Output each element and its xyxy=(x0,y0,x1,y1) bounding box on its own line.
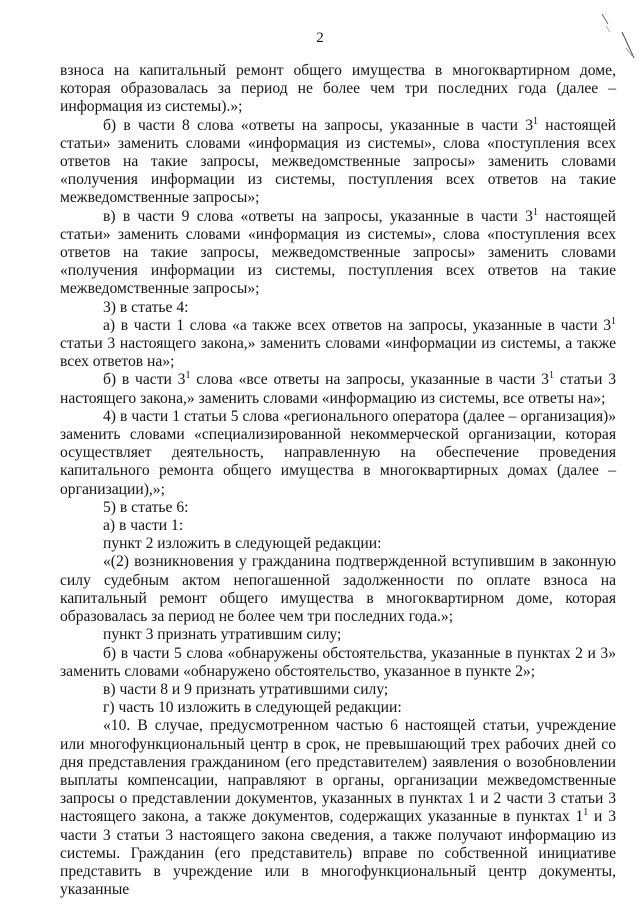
superscript: 1 xyxy=(611,315,616,327)
paragraph xyxy=(60,499,616,517)
paragraph-text: настоящей статьи» заменить словами «информация из системы», слова «поступления всех ответов на такие запросы, межведомственные запросы» заменить словами «получения информации из системы, поступления всех ответов на такие межведомственные запросы»; xyxy=(60,116,616,207)
paragraph-text: б) в части 8 слова «ответы на запросы, указанные в части 3 xyxy=(103,116,534,134)
paragraph xyxy=(60,626,616,644)
paragraph xyxy=(60,699,616,717)
paragraph xyxy=(60,517,616,535)
superscript: 1 xyxy=(548,370,554,382)
paragraph xyxy=(60,62,616,117)
paragraph-text: статьи 3 настоящего закона,» заменить словами «информации из системы, а также всех ответов на»; xyxy=(60,335,616,371)
paragraph xyxy=(60,553,616,626)
paragraph xyxy=(60,535,616,553)
page-number: 2 xyxy=(316,30,324,46)
paragraph xyxy=(60,299,616,317)
superscript: 1 xyxy=(532,206,538,218)
paragraph-text: слова «все ответы на запросы, указанные в части 3 xyxy=(190,371,549,389)
paragraph xyxy=(60,681,616,699)
paragraph xyxy=(60,208,616,299)
paragraph-text: настоящей статьи» заменить словами «информация из системы», слова «поступления всех ответов на такие запросы, межведомственные запросы» заменить словами «получения информации из системы, поступления всех ответов на такие межведомственные запросы»; xyxy=(60,207,616,298)
paragraph-text: пункт 2 изложить в следующей редакции: xyxy=(103,535,382,553)
paragraph-text: б) в части 5 слова «обнаружены обстоятельства, указанные в пунктах 2 и 3» заменить словами «обнаружено обстоятельство, указанное в пункте 2»; xyxy=(60,644,616,680)
paragraph-text: и 3 части 3 статьи 3 настоящего закона сведения, а также получают информацию из системы. Гражданин (его представитель) вправе по собственной инициативе представить в учреждение или в многофункциональный центр документы, указанные xyxy=(60,808,616,899)
paragraph-text: взноса на капитальный ремонт общего имущества в многоквартирном доме, которая образовалась за период не более чем три последних года (далее – информация из системы).»; xyxy=(60,62,616,116)
superscript: 1 xyxy=(185,370,191,382)
paragraph-text: б) в части 3 xyxy=(103,371,186,389)
paragraph xyxy=(60,371,616,407)
document-body xyxy=(60,62,616,899)
paragraph xyxy=(60,117,616,208)
paragraph-text: 5) в статье 6: xyxy=(103,498,189,516)
superscript: 1 xyxy=(533,115,539,127)
paragraph-text: в) в части 9 слова «ответы на запросы, указанные в части 3 xyxy=(103,207,533,225)
paragraph-text: «(2) возникновения у гражданина подтвержденной вступившим в законную силу судебным актом непогашенной задолженности по оплате взноса на капитальный ремонт общего имущества в многоквартирном доме, которая образовалась за период не более чем три последних года.»; xyxy=(60,553,616,626)
superscript: 1 xyxy=(583,807,589,819)
paragraph-text: в) части 8 и 9 признать утратившими силу; xyxy=(103,680,389,698)
paragraph xyxy=(60,408,616,499)
paragraph-text: а) в части 1: xyxy=(103,517,184,535)
paragraph-text: 4) в части 1 статьи 5 слова «регионального оператора (далее – организация)» заменить словами «специализированной некоммерческой организации, которая осуществляет деятельность, направленную на обеспечение проведения капитального ремонта общего имущества в многоквартирных домах (далее – организации),»; xyxy=(60,407,616,498)
paragraph-text: 3) в статье 4: xyxy=(103,298,189,316)
paragraph-text: статьи 3 настоящего закона,» заменить словами «информацию из системы, все ответы на»; xyxy=(60,371,617,407)
paragraph-text: пункт 3 признать утратившим силу; xyxy=(103,626,342,644)
paragraph-text: «10. В случае, предусмотренном частью 6 настоящей статьи, учреждение или многофункциональный центр в срок, не превышающий трех рабочих дней со дня представления гражданином (его представителем) заявления о возобновлении выплаты компенсации, направляют в органы, организации межведомственные запросы о представлении документов, указанных в пунктах 1 и 2 части 3 статьи 3 настоящего закона, а также документов, содержащих указанные в пунктах 1 xyxy=(60,717,616,826)
paragraph-text: г) часть 10 изложить в следующей редакции: xyxy=(103,699,402,717)
paragraph-text: а) в части 1 слова «а также всех ответов на запросы, указанные в части 3 xyxy=(103,316,611,334)
paragraph xyxy=(60,645,616,681)
paragraph xyxy=(60,317,616,372)
paragraph xyxy=(60,717,616,899)
